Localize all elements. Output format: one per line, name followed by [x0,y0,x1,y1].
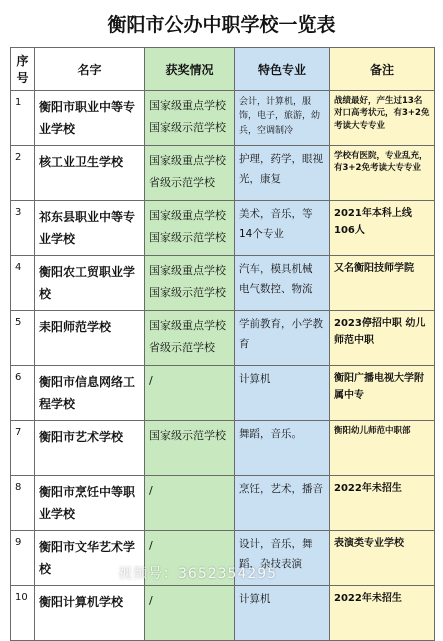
cell-major: 护理，药学，眼视光，康复 [235,146,330,201]
cell-note: 2022年未招生 [330,586,435,641]
table-row [11,311,435,366]
cell-award: 国家级重点学校 国家级示范学校 [145,201,235,256]
table-row [11,586,435,641]
cell-major: 舞蹈，音乐。 [235,421,330,476]
header-award: 获奖情况 [145,48,235,91]
table-row [11,91,435,146]
cell-name: 衡阳市文华艺术学校 [35,531,145,586]
cell-award: 国家级重点学校 省级示范学校 [145,146,235,201]
table-row [11,146,435,201]
cell-note: 衡阳幼儿师范中职部 [330,421,435,476]
cell-no: 1 [11,91,35,146]
cell-award: 国家级重点学校 国家级示范学校 [145,91,235,146]
cell-no: 5 [11,311,35,366]
cell-note: 2022年未招生 [330,476,435,531]
cell-note: 又名衡阳技师学院 [330,256,435,311]
cell-no: 6 [11,366,35,421]
cell-no: 9 [11,531,35,586]
cell-major: 计算机 [235,586,330,641]
cell-name: 衡阳市信息网络工程学校 [35,366,145,421]
cell-major: 美术，音乐，等14个专业 [235,201,330,256]
table-row [11,256,435,311]
cell-note: 表演类专业学校 [330,531,435,586]
page-title: 衡阳市公办中职学校一览表 [107,14,336,36]
cell-note: 学校有医院，专业乱充，有3+2免考读大专专业 [330,146,435,201]
cell-award: / [145,476,235,531]
cell-no: 3 [11,201,35,256]
cell-note: 战绩最好，产生过13名对口高考状元，有3+2免考读大专专业 [330,91,435,146]
header-no: 序号 [11,48,35,91]
cell-major: 汽车，模具机械 电气数控、物流 [235,256,330,311]
cell-major: 学前教育，小学教育 [235,311,330,366]
cell-award: / [145,366,235,421]
cell-major: 烹饪，艺术，播音 [235,476,330,531]
cell-name: 衡阳市职业中等专业学校 [35,91,145,146]
table-row [11,366,435,421]
cell-award: / [145,531,235,586]
table-row [11,201,435,256]
table-row [11,476,435,531]
table-row [11,421,435,476]
cell-award: 国家级重点学校 国家级示范学校 [145,256,235,311]
cell-award: / [145,586,235,641]
table-header-row [11,48,435,91]
watermark: 视频号：3652354295 [118,566,278,582]
header-name: 名字 [35,48,145,91]
cell-major: 计算机 [235,366,330,421]
cell-award: 国家级示范学校 [145,421,235,476]
header-major: 特色专业 [235,48,330,91]
cell-note: 衡阳广播电视大学附属中专 [330,366,435,421]
cell-name: 衡阳市艺术学校 [35,421,145,476]
cell-major: 会计，计算机，服饰，电子，旅游，幼兵，空调制冷 [235,91,330,146]
cell-name: 核工业卫生学校 [35,146,145,201]
cell-name: 耒阳师范学校 [35,311,145,366]
cell-name: 衡阳计算机学校 [35,586,145,641]
cell-note: 2021年本科上线106人 [330,201,435,256]
cell-no: 10 [11,586,35,641]
cell-name: 祁东县职业中等专业学校 [35,201,145,256]
cell-name: 衡阳农工贸职业学校 [35,256,145,311]
cell-award: 国家级重点学校 省级示范学校 [145,311,235,366]
cell-no: 7 [11,421,35,476]
cell-no: 4 [11,256,35,311]
cell-note: 2023停招中职 幼儿师范中职 [330,311,435,366]
schools-table [10,47,435,641]
cell-no: 8 [11,476,35,531]
cell-name: 衡阳市烹饪中等职业学校 [35,476,145,531]
cell-no: 2 [11,146,35,201]
cell-major: 设计，音乐，舞蹈，杂技表演 [235,531,330,586]
header-note: 备注 [330,48,435,91]
